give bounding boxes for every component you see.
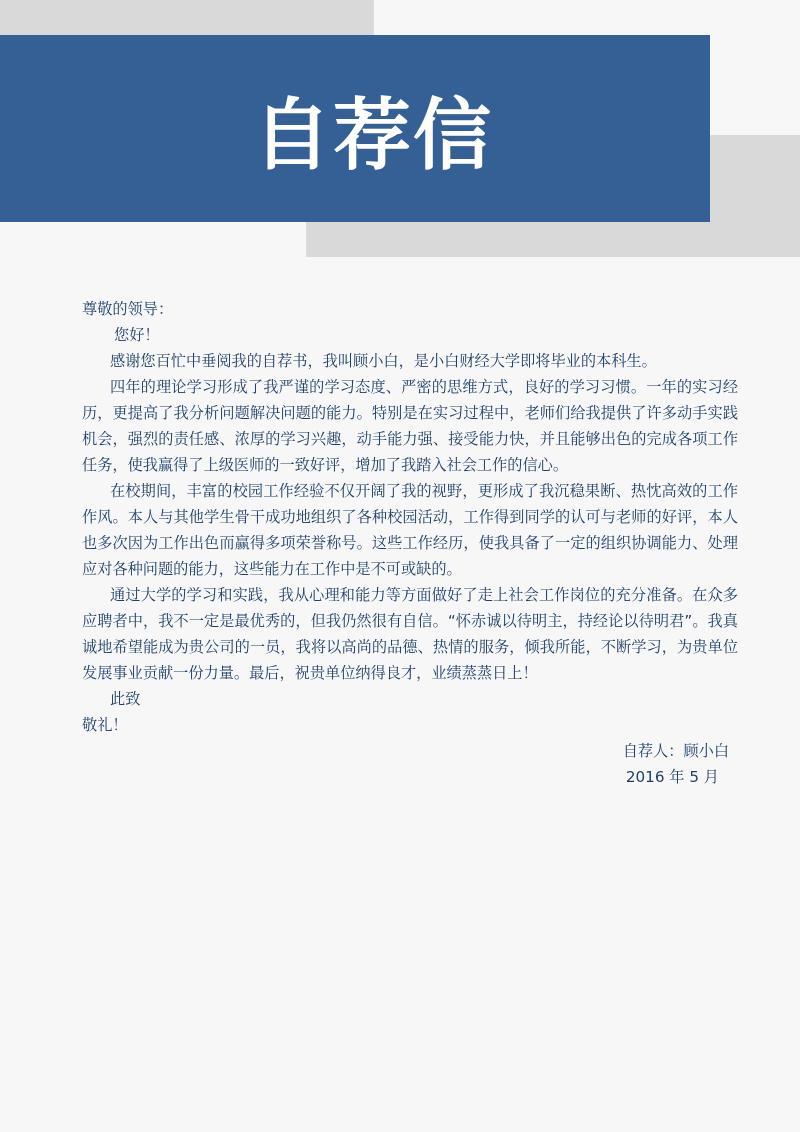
letter-closing: 此致 [110, 690, 141, 708]
letter-signature [82, 738, 729, 790]
letter-body [82, 296, 738, 790]
signature-date: 2016 年 5 月 [625, 768, 719, 786]
letter-paragraph-study: 四年的理论学习形成了我严谨的学习态度、严密的思维方式，良好的学习习惯。一年的实习经历，更提高了我分析问题解决问题的能力。特别是在实习过程中，老师们给我提供了许多动手实践机会，强烈的责任感、浓厚的学习兴趣，动手能力强、接受能力快，并且能够出色的完成各项工作任务，使我赢得了上级医师的一致好评，增加了我踏入社会工作的信心。 [82, 378, 738, 474]
letter-greeting: 您好！ [114, 326, 160, 344]
decor-gray-top-block [0, 0, 374, 35]
letter-paragraph-intro: 感谢您百忙中垂阅我的自荐书，我叫顾小白，是小白财经大学即将毕业的本科生。 [110, 352, 657, 370]
signature-name: 自荐人：顾小白 [622, 742, 729, 760]
letter-regards: 敬礼！ [82, 716, 128, 734]
letter-paragraph-conclusion: 通过大学的学习和实践，我从心理和能力等方面做好了走上社会工作岗位的充分准备。在众多应聘者中，我不一定是最优秀的，但我仍然很有自信。“怀赤诚以待明主，持经论以待明君”。我真诚地希望能成为贵公司的一员，我将以高尚的品德、热情的服务，倾我所能，不断学习，为贵单位发展事业贡献一份力量。最后，祝贵单位纳得良才，业绩蒸蒸日上！ [82, 586, 738, 682]
letter-paragraph-campus: 在校期间，丰富的校园工作经验不仅开阔了我的视野，更形成了我沉稳果断、热忱高效的工作作风。本人与其他学生骨干成功地组织了各种校园活动，工作得到同学的认可与老师的好评，本人也多次因为工作出色而赢得多项荣誉称号。这些工作经历，使我具备了一定的组织协调能力、处理应对各种问题的能力，这些能力在工作中是不可或缺的。 [82, 482, 738, 578]
page-title: 自荐信 [252, 90, 493, 181]
letter-salutation: 尊敬的领导： [82, 300, 174, 318]
